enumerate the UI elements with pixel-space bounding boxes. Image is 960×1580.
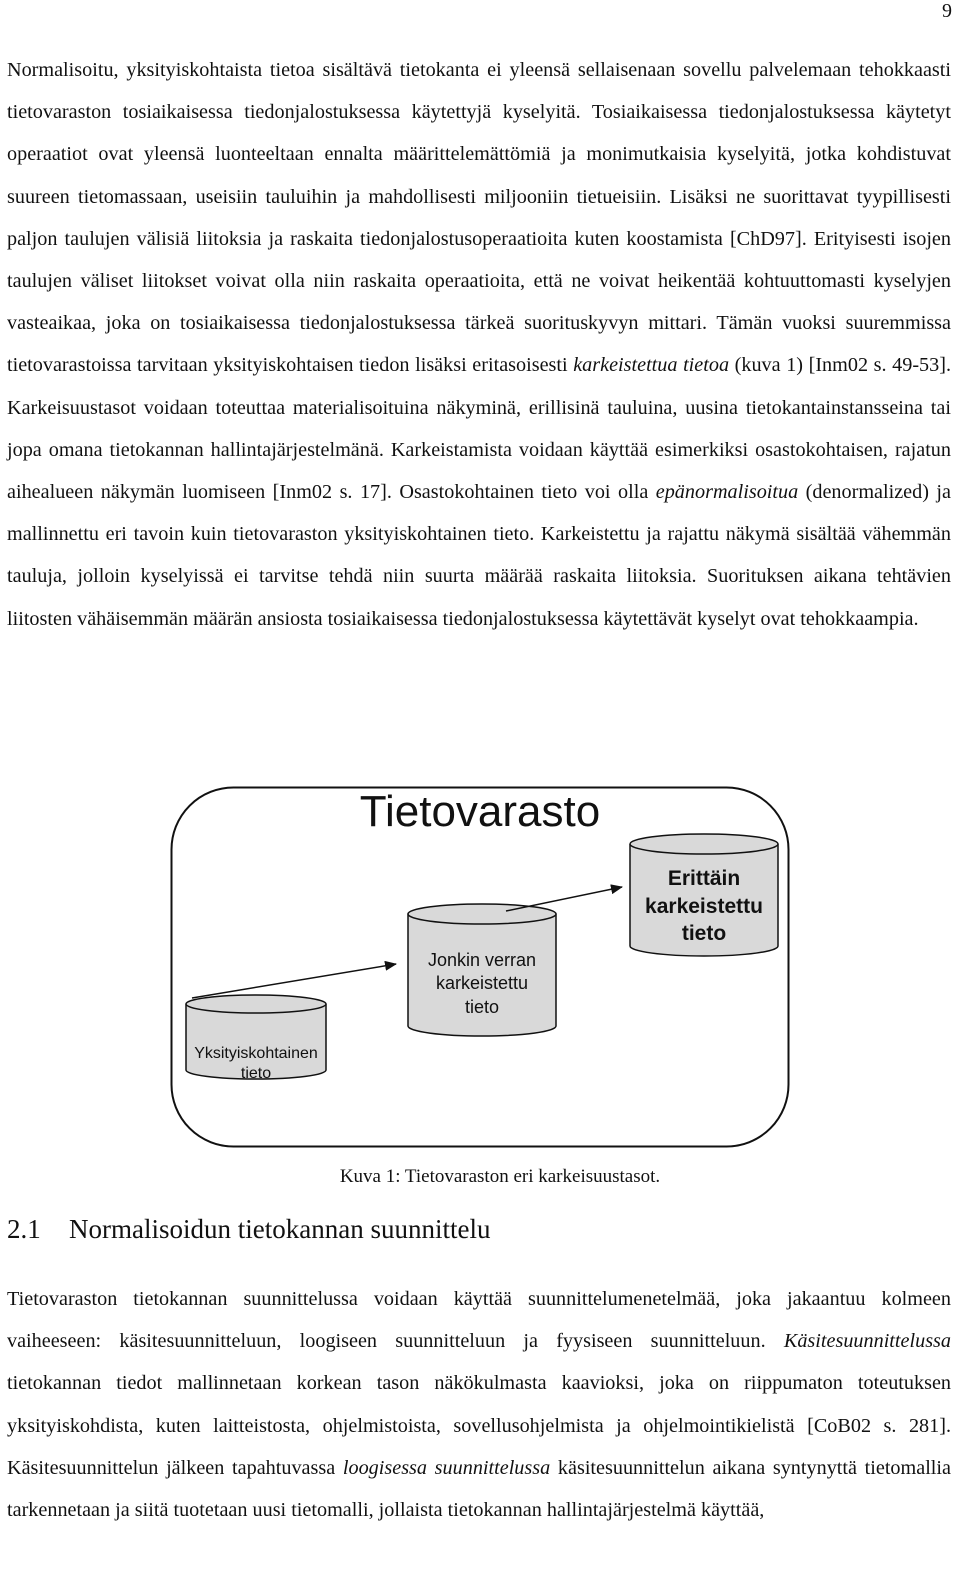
detailed-label-line2: tieto (240, 1065, 272, 1082)
section-heading (7, 1214, 490, 1245)
page-number: 9 (942, 0, 952, 22)
italic-term: epänormalisoitua (655, 481, 799, 504)
body-paragraph-2 (7, 1278, 951, 1531)
coarse-label-line1: Erittäin (667, 867, 741, 890)
italic-term: loogisessa suunnittelussa (342, 1456, 551, 1479)
paragraph-text: Tietovaraston tietokannan suunnittelussa voidaan käyttää suunnittelumenetelmää, joka jakaantuu kolmeen vaiheeseen: käsitesuunnitteluun, loogiseen suunnitteluun ja fyysiseen suunnitteluun. (7, 1288, 951, 1353)
coarse-label-line3: tieto (681, 922, 727, 945)
partial-label-line3: tieto (464, 997, 500, 1017)
paragraph-text: käsitesuunnittelun aikana syntynyttä tietomallia tarkennetaan ja siitä tuotetaan uusi tietomalli, jollaista tietokannan hallintajärjestelmä käyttää, (7, 1456, 951, 1522)
figure-tietovarasto (170, 786, 790, 1148)
paragraph-text: (denormalized) ja mallinnettu eri tavoin kuin tietovaraston yksityiskohtainen tieto. Karkeistettu ja rajattu näkymä sisältää vähemmän tauluja, jolloin kyselyissä ei tarvitse tehdä niin suurta määrää raskaita liitoksia. Suorituksen aikana tehtävien liitosten vähäisemmän määrän ansiosta tosiaikaisessa tiedonjalostuksessa käytettävät kyselyt ovat tehokkaampia. (7, 481, 951, 630)
paragraph-text: Normalisoitu, yksityiskohtaista tietoa sisältävä tietokanta ei yleensä sellaisenaan sovellu palvelemaan tehokkaasti tietovaraston tosiaikaisessa tiedonjalostuksessa käytettyjä kyselyitä. Tosiaikaisessa tiedonjalostuksessa käytetyt operaatiot ovat yleensä luonteeltaan ennalta määrittelemättömiä ja monimutkaisia kyselyitä, jotka kohdistuvat suureen tietomassaan, useisiin tauluihin ja mahdollisesti miljooniin tietueisiin. Lisäksi ne suorittavat tyypillisesti paljon taulujen välisiä liitoksia ja raskaita tiedonjalostusoperaatioita kuten koostamista [ChD97]. Erityisesti isojen taulujen väliset liitokset voivat olla niin raskaita operaatioita, että ne voivat heikentää kohtuuttomasti kyselyjen vasteaikaa, joka on tosiaikaisessa tiedonjalostuksessa tärkeä suorituskyvyn mittari. Tämän vuoksi suuremmissa tietovarastoissa tarvitaan yksityiskohtaisen tiedon lisäksi eritasoisesti (7, 59, 951, 377)
paragraph-text: (kuva 1) [Inm02 s. 49-53]. Karkeisuustasot voidaan toteuttaa materialisoituina näkyminä, erillisinä tauluina, uusina tietokantainstansseina tai jopa omana tietokannan hallintajärjestelmänä. Karkeistamista voidaan käyttää esimerkiksi osastokohtaisen, rajatun aihealueen näkymän luomiseen [Inm02 s. 17]. Osastokohtainen tieto voi olla (7, 354, 952, 504)
partial-label-line2: karkeistettu (435, 973, 529, 993)
italic-term: Käsitesuunnittelussa (783, 1330, 951, 1353)
detailed-label-line1: Yksityiskohtainen (194, 1045, 318, 1062)
partial-data-cylinder (408, 904, 556, 1036)
section-title: Normalisoidun tietokannan suunnittelu (69, 1214, 491, 1244)
section-number: 2.1 (7, 1214, 41, 1244)
paragraph-text: tietokannan tiedot mallinnetaan korkean tason näkökulmasta kaavioksi, joka on riippumaton toteutuksen yksityiskohdista, kuten laitteistosta, ohjelmistoista, sovellusohjelmista ja ohjelmointikielistä [CoB02 s. 281]. Käsitesuunnittelun jälkeen tapahtuvassa (7, 1372, 951, 1479)
body-paragraph-1 (7, 49, 951, 640)
detailed-data-cylinder (186, 995, 326, 1082)
figure-title: Tietovarasto (359, 787, 601, 836)
figure-diagram (170, 786, 790, 1148)
italic-term: karkeistettua tietoa (573, 354, 730, 377)
partial-label-line1: Jonkin verran (427, 950, 537, 970)
coarse-data-cylinder (630, 834, 778, 956)
coarse-label-line2: karkeistettu (645, 895, 763, 918)
figure-caption: Kuva 1: Tietovaraston eri karkeisuustasot. (339, 1166, 661, 1187)
